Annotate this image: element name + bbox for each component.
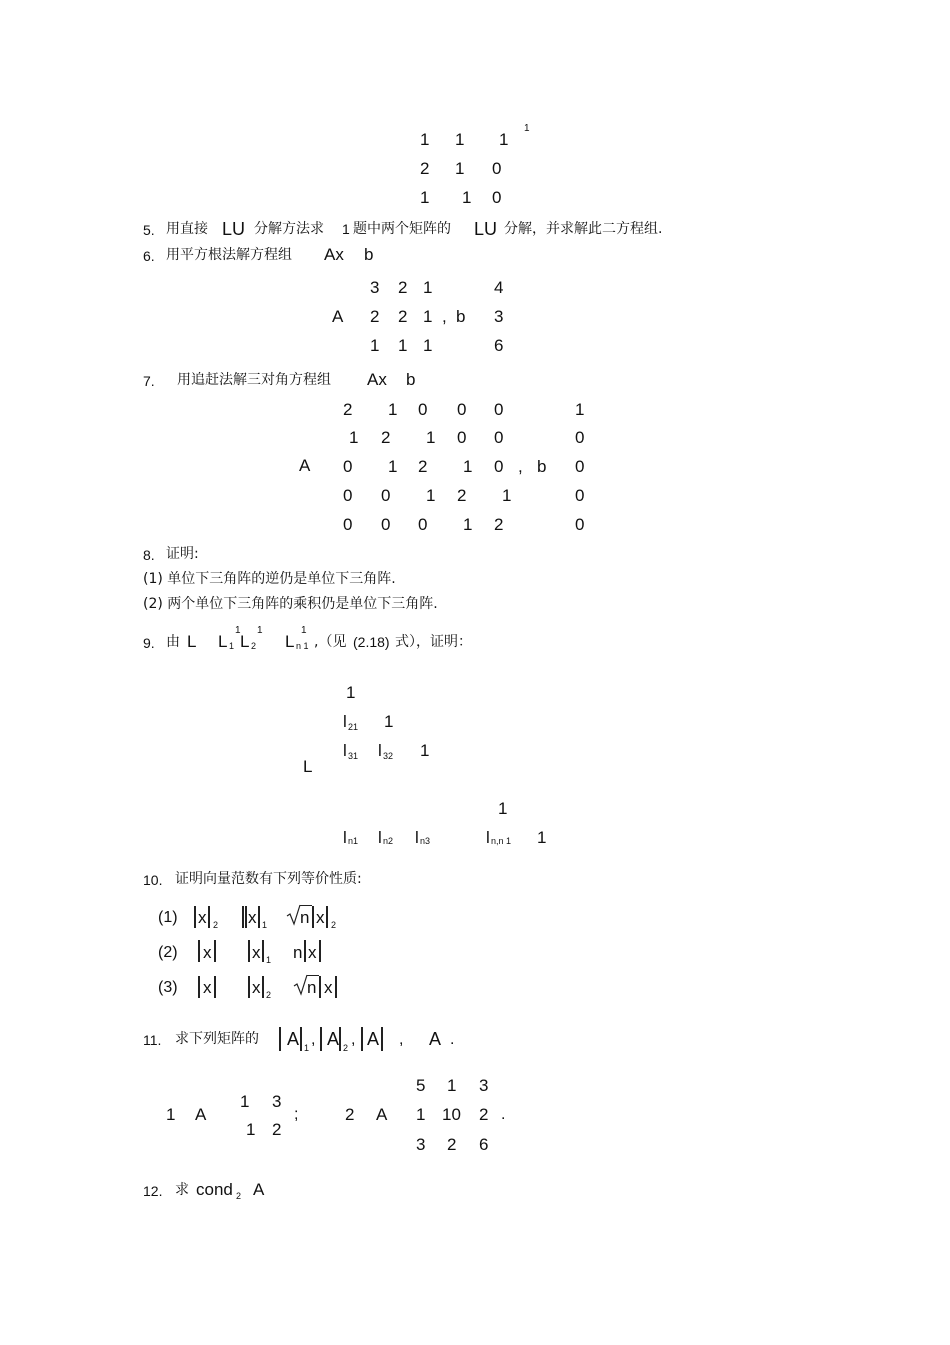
p12-sub: 2 xyxy=(236,1191,242,1201)
p10-r3-norm2-close xyxy=(262,976,264,998)
p9-L: L xyxy=(187,632,197,651)
p9-ln1: l xyxy=(343,828,347,847)
p10-r3-norm-open xyxy=(198,976,200,998)
p9-r3c3: 1 xyxy=(420,741,430,760)
p7-b4: 0 xyxy=(575,515,585,534)
p9-number: 9. xyxy=(143,635,155,651)
p10-r2-norm-open xyxy=(198,940,200,962)
p11-dot: . xyxy=(450,1031,455,1048)
p10-r1-sub2: 1 xyxy=(262,920,268,930)
p5-text-2: 分解方法求 xyxy=(254,221,324,237)
p10-r2-sub2: 1 xyxy=(266,955,272,965)
p6-comma: , xyxy=(442,307,447,326)
p6-a00: 3 xyxy=(370,278,380,297)
p10-r1-x2: x xyxy=(248,908,257,927)
p9-r2c2: 1 xyxy=(384,712,394,731)
p6-a-label: A xyxy=(332,307,344,326)
p11-norm1-close xyxy=(300,1027,302,1051)
p10-r2-label: (2) xyxy=(158,944,178,961)
p6-a02: 1 xyxy=(423,278,433,297)
p11-end-dot: . xyxy=(501,1106,506,1123)
p10-text: 证明向量范数有下列等价性质: xyxy=(175,871,362,887)
p12-A: A xyxy=(253,1180,265,1199)
p11-A1: A xyxy=(287,1029,300,1049)
p10-number: 10. xyxy=(143,872,163,888)
p11-semicolon: ; xyxy=(294,1106,299,1123)
p10-r3-norm-close xyxy=(214,976,216,998)
p7-b2: 0 xyxy=(575,457,585,476)
p5-text-3: 题中两个矩阵的 xyxy=(353,221,451,237)
p9-tail-2: 式），证明： xyxy=(395,634,472,650)
p4-m01: 1 xyxy=(455,130,465,149)
p4-m21: 1 xyxy=(462,188,472,207)
p11-m1-A: A xyxy=(195,1105,207,1124)
p10-r1-norm-open xyxy=(194,906,196,928)
p6-b-label: b xyxy=(456,307,466,326)
p7-a24: 0 xyxy=(494,457,504,476)
p10-r1-norm3-open xyxy=(312,906,314,928)
p10-r1-sub3: 2 xyxy=(331,920,337,930)
p10-r2-x: x xyxy=(203,943,212,962)
p11-norm2-close xyxy=(339,1027,341,1051)
p11-sub1: 1 xyxy=(304,1043,310,1053)
p7-a00: 2 xyxy=(343,400,353,419)
p11-comma-3: , xyxy=(399,1031,404,1048)
p9-ln2: l xyxy=(378,828,382,847)
p5-number: 5. xyxy=(143,222,155,238)
p8-text: 证明: xyxy=(166,546,199,562)
p9-ln3-sub: n3 xyxy=(420,836,431,846)
p7-a30: 0 xyxy=(343,486,353,505)
p5-one: 1 xyxy=(342,221,350,237)
p10-r1-x3: x xyxy=(316,908,325,927)
p5-text-4: 分解，并求解此二方程组. xyxy=(504,221,663,237)
p11-m2-02: 3 xyxy=(479,1076,489,1095)
p10-r1-norm2-open-b xyxy=(245,906,247,928)
p11-norm3-open xyxy=(361,1027,363,1051)
p10-r3-sqrt-bar xyxy=(307,975,319,976)
p6-number: 6. xyxy=(143,248,155,264)
p9-Ln: L xyxy=(285,632,295,651)
p10-r3-label: (3) xyxy=(158,979,178,996)
p10-r2-norm2-open xyxy=(248,940,250,962)
p11-norm2-open xyxy=(320,1027,322,1051)
p9-L2: L xyxy=(240,632,250,651)
p7-b-label: b xyxy=(537,457,547,476)
p6-b2: 6 xyxy=(494,336,504,355)
p7-a33: 2 xyxy=(457,486,467,505)
p12-number: 12. xyxy=(143,1183,163,1199)
p6-b0: 4 xyxy=(494,278,504,297)
p10-r1-norm2-open xyxy=(242,906,244,928)
p9-L1-exp: 1 xyxy=(235,625,241,636)
p11-m1-00: 1 xyxy=(240,1092,250,1111)
p11-text: 求下列矩阵的 xyxy=(175,1031,259,1047)
p9-you: 由 xyxy=(166,634,180,650)
p9-l31: l xyxy=(343,741,347,760)
p9-Ln-exp: 1 xyxy=(301,625,307,636)
p6-a21: 1 xyxy=(398,336,408,355)
p5-text-1: 用直接 xyxy=(166,221,208,237)
p10-r3-sub2: 2 xyxy=(266,990,272,1000)
p9-L2-sub: 2 xyxy=(251,641,257,651)
p10-r1-sqrt-icon xyxy=(287,904,301,926)
p4-sup: 1 xyxy=(524,123,530,134)
p10-r3-x2: x xyxy=(252,978,261,997)
p8-item-1: (1) 单位下三角阵的逆仍是单位下三角阵. xyxy=(143,571,396,587)
p10-r1-sqrt-bar xyxy=(300,905,312,906)
p7-a04: 0 xyxy=(494,400,504,419)
p6-a11: 2 xyxy=(398,307,408,326)
p7-b3: 0 xyxy=(575,486,585,505)
p9-L1-sub: 1 xyxy=(229,641,235,651)
p11-number: 11. xyxy=(143,1032,162,1048)
p7-a14: 0 xyxy=(494,428,504,447)
p7-a-label: A xyxy=(299,456,311,475)
p10-r1-norm-close xyxy=(208,906,210,928)
p6-a10: 2 xyxy=(370,307,380,326)
p10-r2-n: n xyxy=(293,943,303,962)
p9-r1c1: 1 xyxy=(346,683,356,702)
p4-m02: 1 xyxy=(499,130,509,149)
p9-l21: l xyxy=(343,712,347,731)
p7-a22: 2 xyxy=(418,457,428,476)
p9-l32-sub: 32 xyxy=(383,751,394,761)
p7-a11: 2 xyxy=(381,428,391,447)
p10-r1-norm2-close xyxy=(258,906,260,928)
p7-a03: 0 xyxy=(457,400,467,419)
p10-r3-norm3-close xyxy=(335,976,337,998)
p9-L-big: L xyxy=(303,757,313,776)
p11-m2-00: 5 xyxy=(416,1076,426,1095)
p10-r2-norm-close xyxy=(214,940,216,962)
p7-a32: 1 xyxy=(426,486,436,505)
p10-r2-norm3-close xyxy=(319,940,321,962)
p6-b1: 3 xyxy=(494,307,504,326)
p11-m2-10: 1 xyxy=(416,1105,426,1124)
p5-lu-2: LU xyxy=(474,219,498,239)
p11-m1-10: 1 xyxy=(246,1120,256,1139)
p12-cond: cond xyxy=(196,1180,233,1199)
p7-a20: 0 xyxy=(343,457,353,476)
p10-r3-norm3-open xyxy=(319,976,321,998)
p6-a12: 1 xyxy=(423,307,433,326)
p11-norm3-close xyxy=(381,1027,383,1051)
p11-m1-11: 2 xyxy=(272,1120,282,1139)
p10-r3-norm2-open xyxy=(248,976,250,998)
p11-A2: A xyxy=(327,1029,340,1049)
p6-a22: 1 xyxy=(423,336,433,355)
p9-l32: l xyxy=(378,741,382,760)
p11-m2-A: A xyxy=(376,1105,388,1124)
p9-rlast-2: 1 xyxy=(537,828,547,847)
p10-r3-n: n xyxy=(307,978,317,997)
p7-number: 7. xyxy=(143,373,155,389)
p10-r3-sqrt-icon xyxy=(294,974,308,996)
p11-m2-12: 2 xyxy=(479,1105,489,1124)
p9-ln2-sub: n2 xyxy=(383,836,394,846)
p9-l21-sub: 21 xyxy=(348,722,359,732)
p10-r2-norm2-close xyxy=(262,940,264,962)
p7-a02: 0 xyxy=(418,400,428,419)
p7-b0: 1 xyxy=(575,400,585,419)
p10-r1-x: x xyxy=(198,908,207,927)
p6-a01: 2 xyxy=(398,278,408,297)
p10-r3-x: x xyxy=(203,978,212,997)
p4-m10: 2 xyxy=(420,159,430,178)
p7-a41: 0 xyxy=(381,515,391,534)
p4-m22: 0 xyxy=(492,188,502,207)
p11-m2-22: 6 xyxy=(479,1135,489,1154)
p9-Ln-sub: n 1 xyxy=(296,641,309,651)
p7-a10: 1 xyxy=(349,428,359,447)
p7-a40: 0 xyxy=(343,515,353,534)
p9-tail-1: ,（见 xyxy=(314,634,347,650)
p7-b1: 0 xyxy=(575,428,585,447)
p11-m2-01: 1 xyxy=(447,1076,457,1095)
p9-rlast-1: 1 xyxy=(498,799,508,818)
p7-b: b xyxy=(406,370,416,389)
p7-a12: 1 xyxy=(426,428,436,447)
p9-L2-exp: 1 xyxy=(257,625,263,636)
p10-r2-norm3-open xyxy=(304,940,306,962)
p7-a43: 1 xyxy=(463,515,473,534)
p11-A3: A xyxy=(367,1029,380,1049)
p7-a21: 1 xyxy=(388,457,398,476)
p11-m2-20: 3 xyxy=(416,1135,426,1154)
p7-a01: 1 xyxy=(388,400,398,419)
p8-number: 8. xyxy=(143,547,155,563)
p11-sub2: 2 xyxy=(343,1043,349,1053)
p7-a44: 2 xyxy=(494,515,504,534)
p7-ax: Ax xyxy=(367,370,387,389)
p7-a42: 0 xyxy=(418,515,428,534)
p7-a23: 1 xyxy=(463,457,473,476)
p10-r2-x2: x xyxy=(252,943,261,962)
p7-a13: 0 xyxy=(457,428,467,447)
p9-lnn: l xyxy=(486,828,490,847)
p11-m1-label: 1 xyxy=(166,1105,176,1124)
p9-ref: (2.18) xyxy=(353,634,390,650)
p6-b: b xyxy=(364,245,374,264)
p9-ln3: l xyxy=(415,828,419,847)
p9-ln1-sub: n1 xyxy=(348,836,359,846)
p7-comma: , xyxy=(518,457,523,476)
p6-text: 用平方根法解方程组 xyxy=(166,247,292,263)
p9-L1: L xyxy=(218,632,228,651)
p10-r3-x3: x xyxy=(324,978,333,997)
p4-m00: 1 xyxy=(420,130,430,149)
p11-comma-1: , xyxy=(311,1031,316,1048)
p10-r1-label: (1) xyxy=(158,909,178,926)
p7-text: 用追赶法解三对角方程组 xyxy=(177,372,331,388)
p11-A4: A xyxy=(429,1029,442,1049)
p4-m12: 0 xyxy=(492,159,502,178)
p11-m2-11: 10 xyxy=(442,1105,461,1124)
p7-a34: 1 xyxy=(502,486,512,505)
p10-r1-sub: 2 xyxy=(213,920,219,930)
p9-lnn-sub: n,n 1 xyxy=(491,836,512,846)
p11-m1-01: 3 xyxy=(272,1092,282,1111)
p6-a20: 1 xyxy=(370,336,380,355)
p6-ax: Ax xyxy=(324,245,344,264)
p11-m2-label: 2 xyxy=(345,1105,355,1124)
p7-a31: 0 xyxy=(381,486,391,505)
p11-comma-2: , xyxy=(351,1031,356,1048)
p12-text: 求 xyxy=(175,1182,189,1198)
p8-item-2: (2) 两个单位下三角阵的乘积仍是单位下三角阵. xyxy=(143,596,438,612)
p4-m11: 1 xyxy=(455,159,465,178)
p10-r2-x3: x xyxy=(308,943,317,962)
p5-lu: LU xyxy=(222,219,246,239)
p4-m20: 1 xyxy=(420,188,430,207)
p11-m2-21: 2 xyxy=(447,1135,457,1154)
p10-r1-n: n xyxy=(300,908,310,927)
p11-norm1-open xyxy=(279,1027,281,1051)
p10-r1-norm3-close xyxy=(326,906,328,928)
p9-l31-sub: 31 xyxy=(348,751,359,761)
